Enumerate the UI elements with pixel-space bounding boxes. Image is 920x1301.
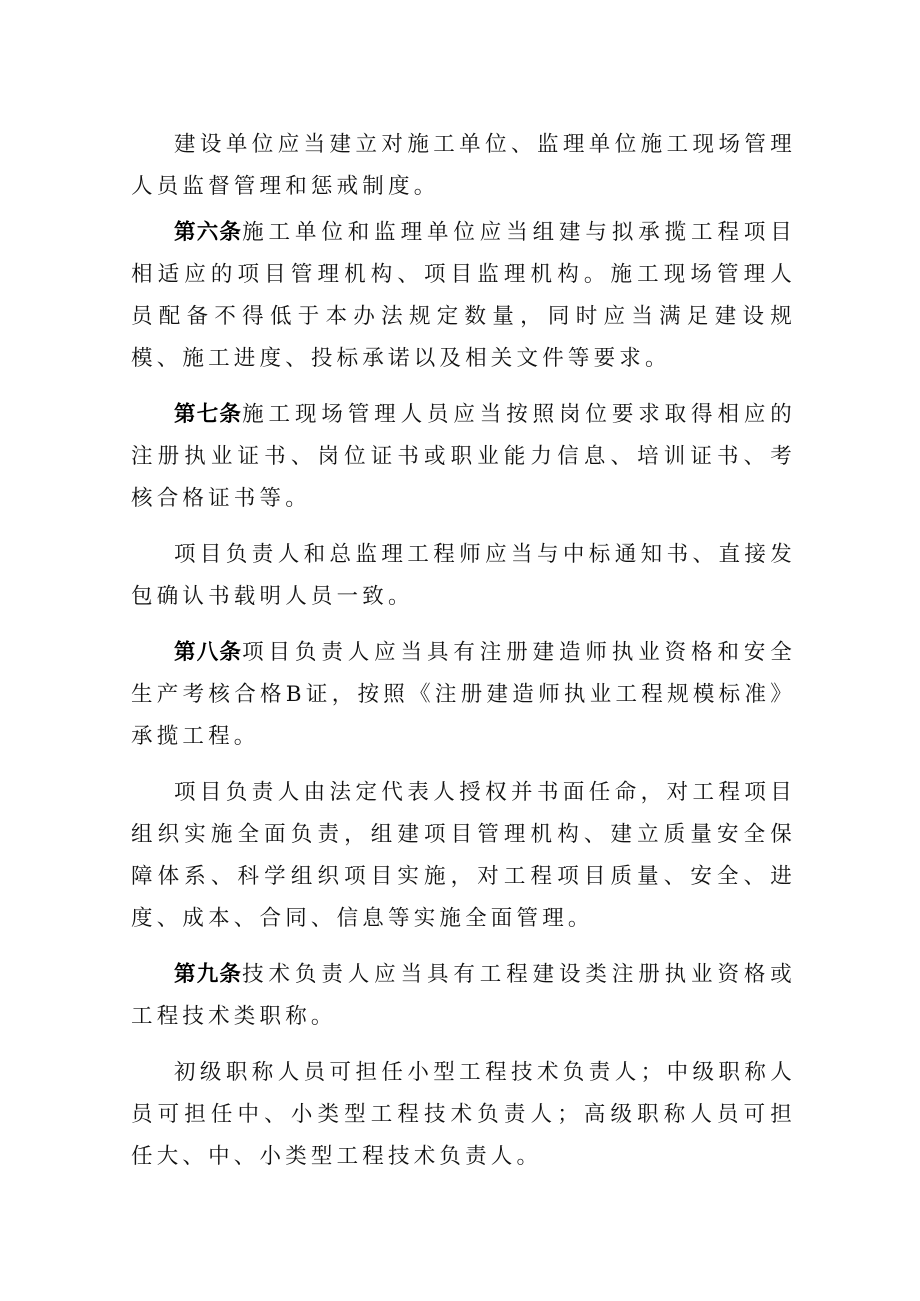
article-9-heading: 第九条 <box>174 962 243 987</box>
paragraph-text: 项目负责人由法定代表人授权并书面任命，对工程项目组织实施全面负责，组建项目管理机构、建立质量安全保障体系、科学组织项目实施，对工程项目质量、安全、进度、成本、合同、信息等实施全面管理。 <box>131 780 796 931</box>
paragraph-text: 项目负责人应当具有注册建造师执业资格和安全生产考核合格B证，按照《注册建造师执业工程规模标准》承揽工程。 <box>131 640 796 749</box>
paragraph-text: 项目负责人和总监理工程师应当与中标通知书、直接发包确认书载明人员一致。 <box>131 542 796 609</box>
paragraph-article-7 <box>131 394 796 520</box>
paragraph-supervision-system <box>131 124 796 208</box>
paragraph-personnel-consistency <box>131 534 796 618</box>
paragraph-project-leader-duties <box>131 772 796 940</box>
paragraph-article-6 <box>131 212 796 380</box>
paragraph-text: 建设单位应当建立对施工单位、监理单位施工现场管理人员监督管理和惩戒制度。 <box>131 132 796 199</box>
paragraph-text: 初级职称人员可担任小型工程技术负责人；中级职称人员可担任中、小类型工程技术负责人；高级职称人员可担任大、中、小类型工程技术负责人。 <box>131 1060 796 1169</box>
document-body <box>131 124 796 1192</box>
article-7-heading: 第七条 <box>174 402 243 427</box>
article-8-heading: 第八条 <box>174 640 243 665</box>
paragraph-text: 技术负责人应当具有工程建设类注册执业资格或工程技术类职称。 <box>131 962 796 1029</box>
paragraph-text: 施工现场管理人员应当按照岗位要求取得相应的注册执业证书、岗位证书或职业能力信息、培训证书、考核合格证书等。 <box>131 402 796 511</box>
paragraph-article-9 <box>131 954 796 1038</box>
paragraph-text: 施工单位和监理单位应当组建与拟承揽工程项目相适应的项目管理机构、项目监理机构。施工现场管理人员配备不得低于本办法规定数量，同时应当满足建设规模、施工进度、投标承诺以及相关文件等要求。 <box>131 220 796 371</box>
paragraph-title-levels <box>131 1052 796 1178</box>
article-6-heading: 第六条 <box>174 220 243 245</box>
paragraph-article-8 <box>131 632 796 758</box>
